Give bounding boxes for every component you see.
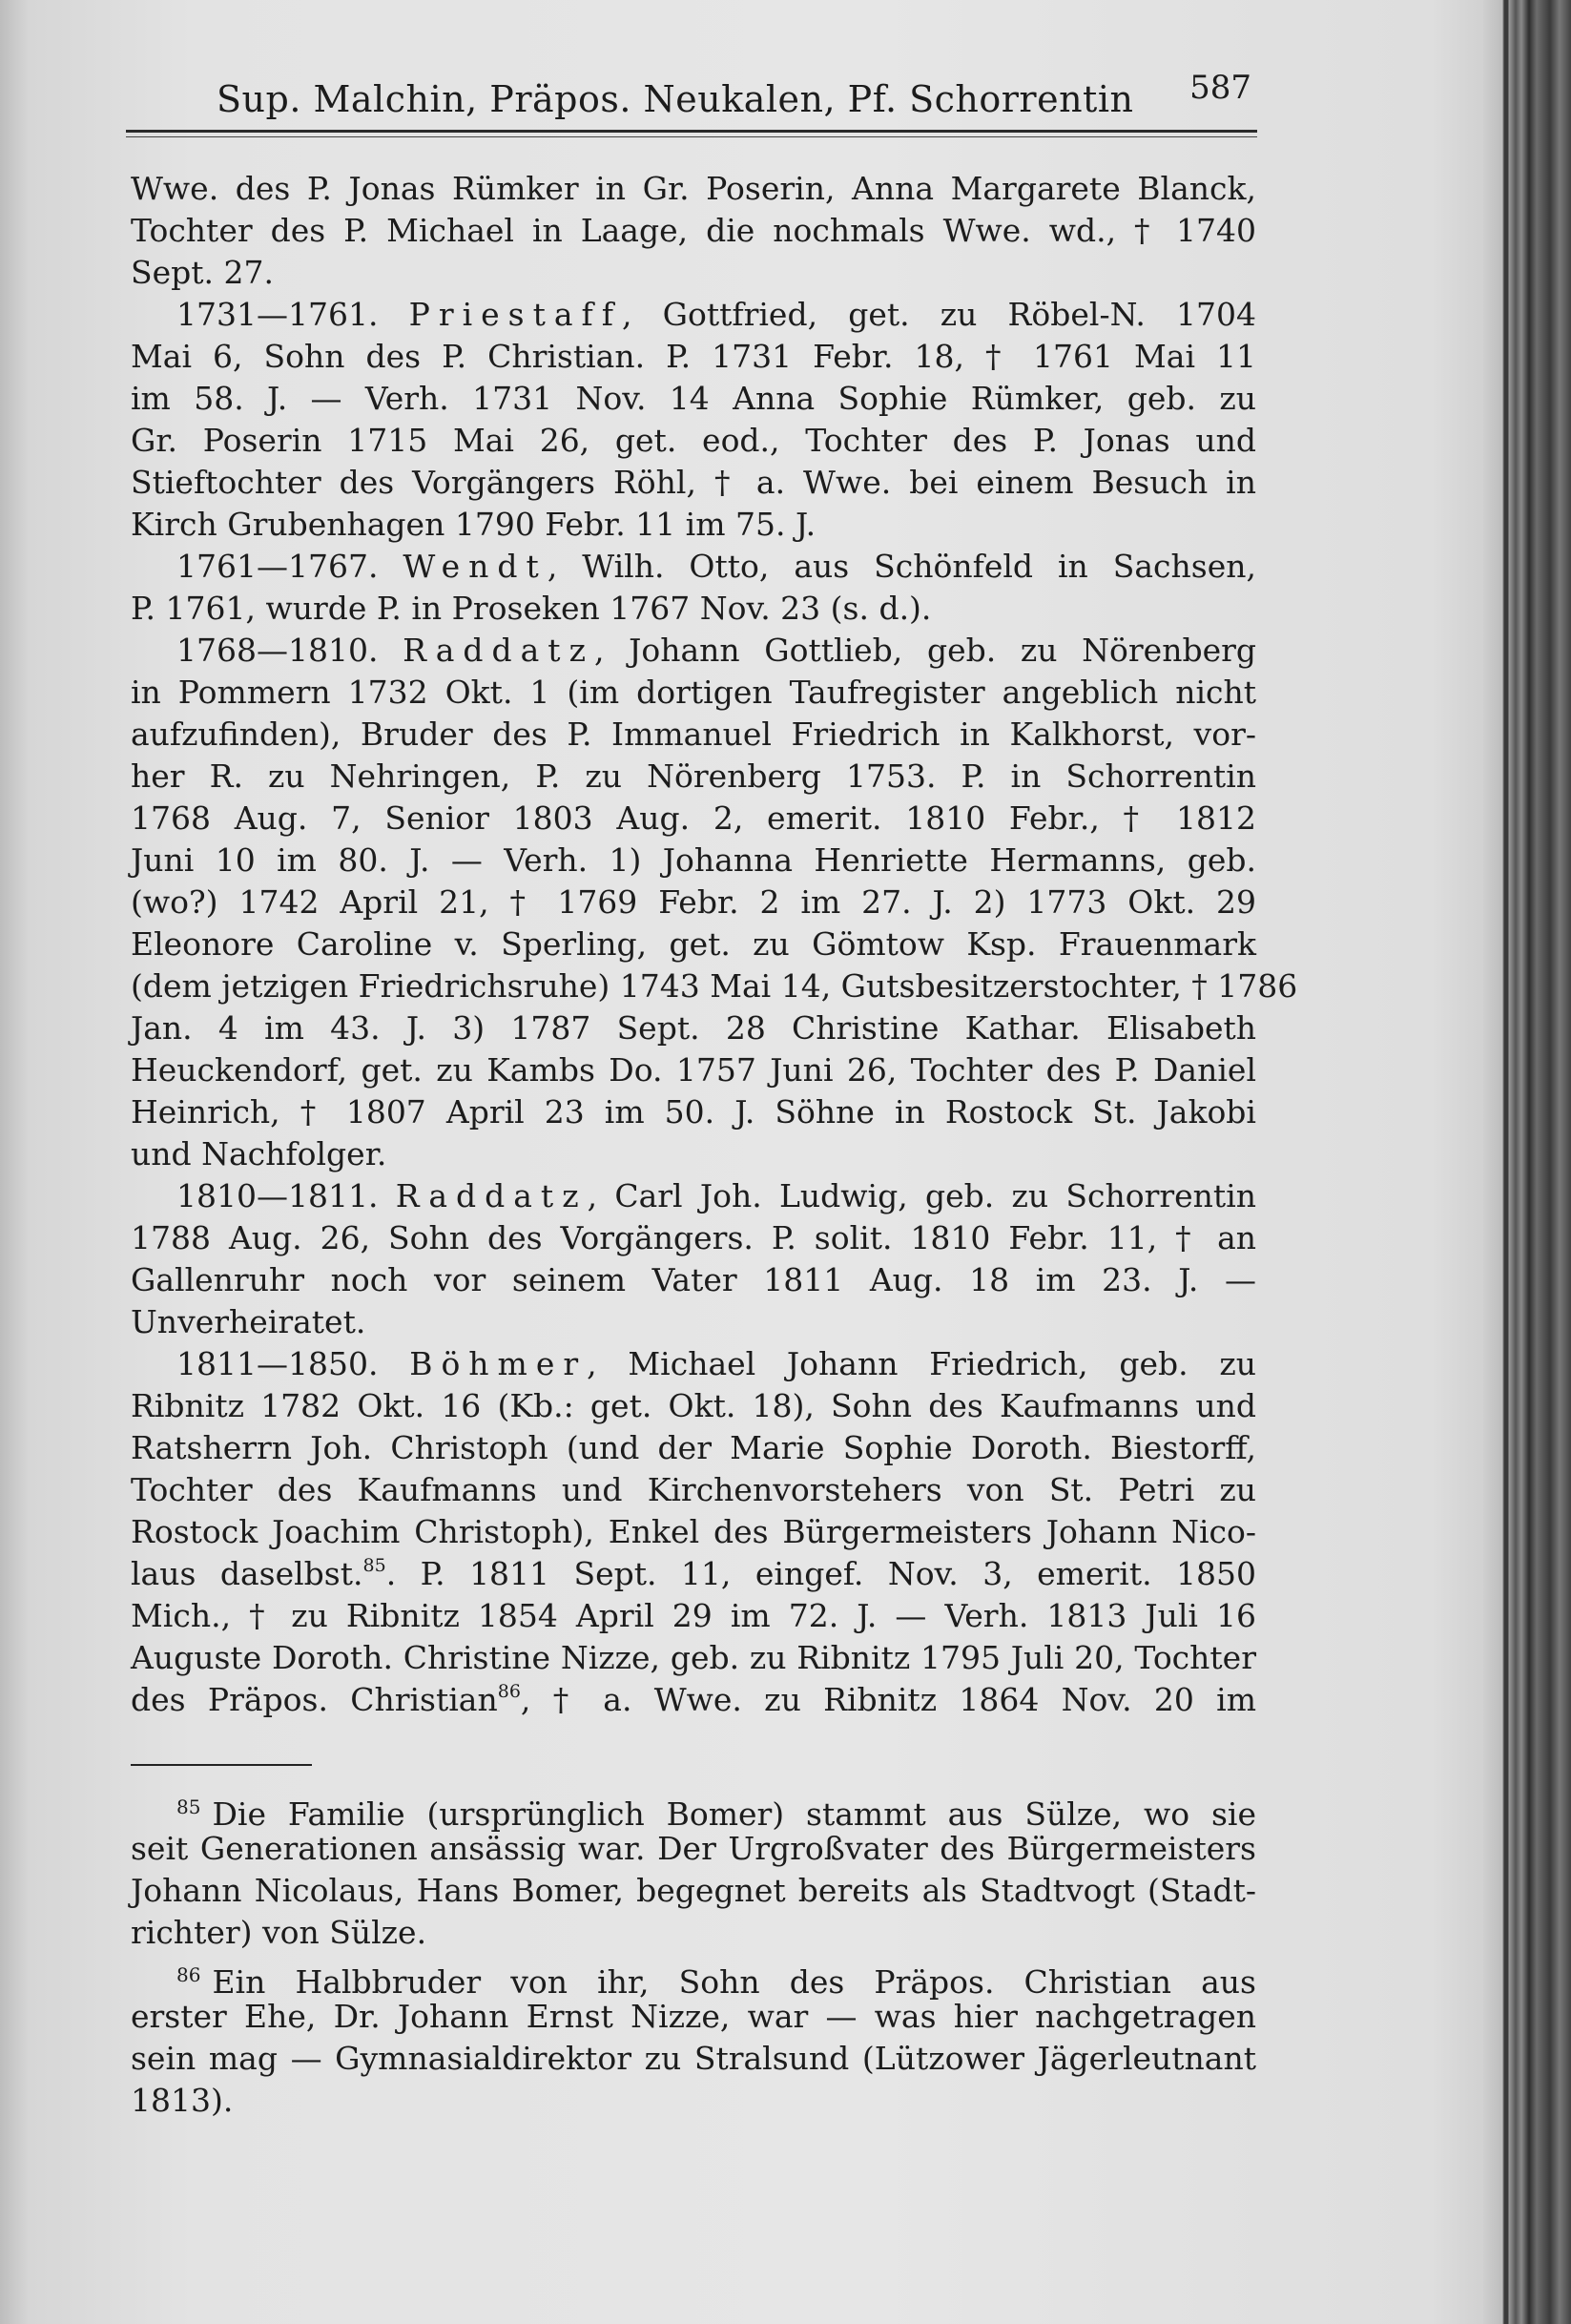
text-run: erster Ehe, Dr. Johann Ernst Nizze, war — was hier nachgetragen [131, 1998, 1256, 2035]
book-spine-edge [1483, 0, 1571, 2324]
text-run: Juni 10 im 80. J. — Verh. 1) Johanna Henriette Hermanns, geb. [131, 841, 1256, 879]
footnote-line [131, 1828, 1256, 1870]
text-line [131, 504, 1256, 546]
footnote-line [131, 1996, 1256, 2038]
text-run: 1788 Aug. 26, Sohn des Vorgängers. P. solit. 1810 Febr. 11, † an [131, 1219, 1256, 1256]
text-run: 1811—1850. [176, 1345, 410, 1382]
text-line [131, 1133, 1256, 1175]
text-line [131, 546, 1256, 588]
text-line [131, 1553, 1256, 1595]
footnote-separator [131, 1764, 312, 1766]
text-line [131, 1007, 1256, 1049]
text-run: (dem jetzigen Friedrichsruhe) 1743 Mai 14, Gutsbesitzerstochter, † 1786 [131, 967, 1298, 1005]
text-line [131, 378, 1256, 420]
text-line [131, 1217, 1256, 1259]
text-run: 1731—1761. [176, 296, 409, 333]
footnotes [131, 1786, 1256, 2122]
footnote-line [131, 1786, 1256, 1833]
text-line [131, 462, 1256, 504]
text-line [131, 798, 1256, 840]
text-run: P. 1761, wurde P. in Proseken 1767 Nov. 23 (s. d.). [131, 590, 932, 627]
page-header [126, 67, 1257, 143]
text-line [131, 1091, 1256, 1133]
footnote-line [131, 1954, 1256, 2001]
text-run: Tochter des Kaufmanns und Kirchenvorstehers von St. Petri zu [131, 1471, 1256, 1508]
text-run: Ein Halbbruder von ihr, Sohn des Präpos. Christian aus [212, 1963, 1256, 2001]
text-run: Rostock Joachim Christoph), Enkel des Bürgermeisters Johann Nico- [131, 1513, 1256, 1550]
text-run: Unverheiratet. [131, 1303, 366, 1340]
footnote-line [131, 2080, 1256, 2122]
text-run: Kirch Grubenhagen 1790 Febr. 11 im 75. J. [131, 506, 817, 543]
text-run: richter) von Sülze. [131, 1914, 427, 1951]
header-rule [126, 130, 1257, 133]
text-line [131, 882, 1256, 923]
text-run: 1810—1811. [176, 1177, 396, 1214]
text-run: Mai 6, Sohn des P. Christian. P. 1731 Febr. 18, † 1761 Mai 11 [131, 338, 1256, 375]
text-line [131, 756, 1256, 798]
text-run: 1768 Aug. 7, Senior 1803 Aug. 2, emerit. 1810 Febr., † 1812 [131, 799, 1256, 837]
text-run: Ratsherrn Joh. Christoph (und der Marie Sophie Doroth. Biestorff, [131, 1429, 1256, 1466]
page-number: 587 [1189, 69, 1251, 107]
text-line [131, 840, 1256, 882]
text-run: Eleonore Caroline v. Sperling, get. zu Gömtow Ksp. Frauenmark [131, 925, 1256, 963]
text-run: 1761—1767. [176, 548, 403, 585]
footnote-number: 85 [176, 1795, 201, 1818]
text-line [131, 420, 1256, 462]
pastor-name: Priestaff [408, 296, 622, 333]
text-run: Heinrich, † 1807 April 23 im 50. J. Söhne in Rostock St. Jakobi [131, 1093, 1256, 1131]
text-run: seit Generationen ansässig war. Der Urgroßvater des Bürgermeisters [131, 1830, 1256, 1867]
text-run: Gr. Poserin 1715 Mai 26, get. eod., Tochter des P. Jonas und [131, 422, 1256, 459]
text-run: , Michael Johann Friedrich, geb. zu [587, 1345, 1256, 1382]
text-run: , Wilh. Otto, aus Schönfeld in Sachsen, [547, 548, 1256, 585]
text-run: 1768—1810. [176, 632, 403, 669]
text-run: (wo?) 1742 April 21, † 1769 Febr. 2 im 27. J. 2) 1773 Okt. 29 [131, 883, 1256, 921]
text-run: , Johann Gottlieb, geb. zu Nörenberg [593, 632, 1256, 669]
text-run: her R. zu Nehringen, P. zu Nörenberg 1753. P. in Schorrentin [131, 757, 1256, 795]
text-run: des Präpos. Christian [131, 1681, 498, 1718]
text-line [131, 630, 1256, 672]
text-run: Stieftochter des Vorgängers Röhl, † a. Wwe. bei einem Besuch in [131, 464, 1256, 501]
pastor-name: Böhmer [409, 1345, 588, 1382]
text-run: in Pommern 1732 Okt. 1 (im dortigen Taufregister angeblich nicht [131, 674, 1256, 711]
footnote-line [131, 2038, 1256, 2080]
text-line [131, 588, 1256, 630]
text-line [131, 1343, 1256, 1385]
text-run: 1813). [131, 2082, 234, 2119]
text-line [131, 1637, 1256, 1679]
text-run: Ribnitz 1782 Okt. 16 (Kb.: get. Okt. 18), Sohn des Kaufmanns und [131, 1387, 1256, 1424]
text-run: , Gottfried, get. zu Röbel-N. 1704 [621, 296, 1256, 333]
text-run: . P. 1811 Sept. 11, eingef. Nov. 3, emerit. 1850 [385, 1555, 1256, 1592]
text-run: Jan. 4 im 43. J. 3) 1787 Sept. 28 Christine Kathar. Elisabeth [131, 1009, 1256, 1047]
text-line [131, 336, 1256, 378]
text-line [131, 923, 1256, 965]
text-line [131, 1049, 1256, 1091]
text-run: und Nachfolger. [131, 1135, 387, 1172]
text-run: Sept. 27. [131, 254, 274, 291]
pastor-name: Wendt [403, 548, 548, 585]
text-run: , † a. Wwe. zu Ribnitz 1864 Nov. 20 im [520, 1681, 1256, 1718]
text-run: , Carl Joh. Ludwig, geb. zu Schorrentin [587, 1177, 1257, 1214]
text-line [131, 210, 1256, 252]
text-run: Mich., † zu Ribnitz 1854 April 29 im 72. J. — Verh. 1813 Juli 16 [131, 1597, 1256, 1634]
text-line [131, 1595, 1256, 1637]
text-run: Auguste Doroth. Christine Nizze, geb. zu Ribnitz 1795 Juli 20, Tochter [131, 1639, 1256, 1676]
text-run: Gallenruhr noch vor seinem Vater 1811 Aug. 18 im 23. J. — [131, 1261, 1256, 1298]
text-line [131, 714, 1256, 756]
text-run: Tochter des P. Michael in Laage, die nochmals Wwe. wd., † 1740 [131, 212, 1256, 249]
text-line [131, 1469, 1256, 1511]
text-line [131, 1301, 1256, 1343]
text-run: aufzufinden), Bruder des P. Immanuel Friedrich in Kalkhorst, vor- [131, 716, 1256, 753]
main-text [131, 168, 1298, 1721]
text-line [131, 168, 1256, 210]
text-line [131, 1427, 1256, 1469]
text-line [131, 1175, 1256, 1217]
text-line [131, 1679, 1256, 1721]
text-line [131, 252, 1256, 294]
text-run: sein mag — Gymnasialdirektor zu Stralsund (Lützower Jägerleutnant [131, 2040, 1256, 2077]
text-line [131, 294, 1256, 336]
text-run: Wwe. des P. Jonas Rümker in Gr. Poserin, Anna Margarete Blanck, [131, 170, 1256, 207]
text-line [131, 1259, 1256, 1301]
header-rule-thin [126, 136, 1257, 137]
footnote-reference: 86 [497, 1681, 521, 1702]
footnote-line [131, 1912, 1256, 1954]
footnote-line [131, 1870, 1256, 1912]
text-line [131, 1385, 1256, 1427]
running-title: Sup. Malchin, Präpos. Neukalen, Pf. Schorrentin [217, 78, 1134, 120]
text-run: Heuckendorf, get. zu Kambs Do. 1757 Juni 26, Tochter des P. Daniel [131, 1051, 1256, 1089]
text-run: im 58. J. — Verh. 1731 Nov. 14 Anna Sophie Rümker, geb. zu [131, 380, 1256, 417]
footnote-number: 86 [176, 1963, 201, 1986]
text-run: laus daselbst. [131, 1555, 363, 1592]
text-line [131, 1511, 1256, 1553]
footnote-reference: 85 [362, 1555, 386, 1576]
text-line [131, 672, 1256, 714]
text-run: Johann Nicolaus, Hans Bomer, begegnet bereits als Stadtvogt (Stadt- [131, 1872, 1256, 1909]
pastor-name: Raddatz [395, 1177, 588, 1214]
text-run: Die Familie (ursprünglich Bomer) stammt aus Sülze, wo sie [212, 1795, 1256, 1833]
text-line [131, 965, 1298, 1007]
pastor-name: Raddatz [403, 632, 594, 669]
